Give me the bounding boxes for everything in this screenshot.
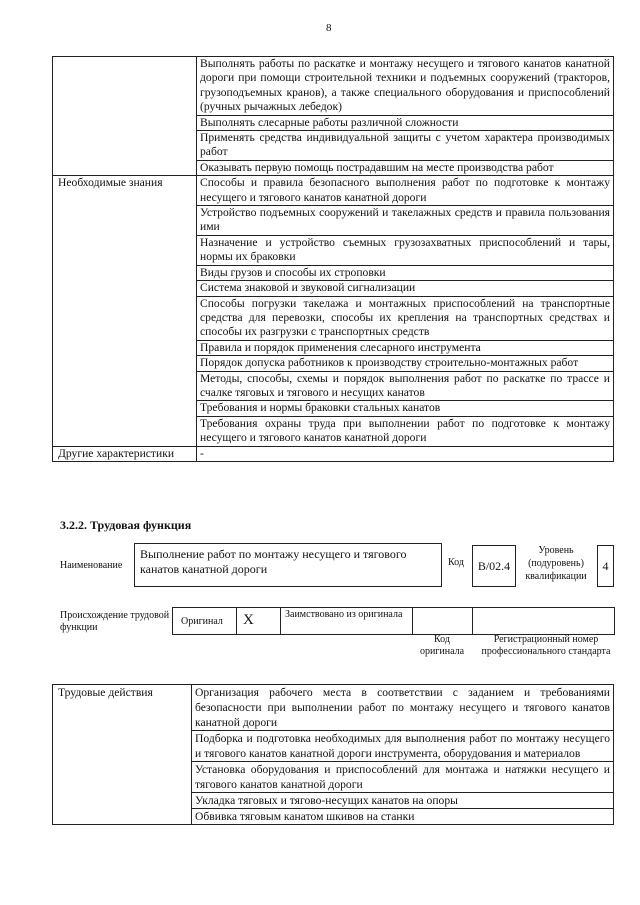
table-row <box>53 57 614 116</box>
knowledge-item: Порядок допуска работников к производству строительно-монтажных работ <box>197 356 614 371</box>
origin-code-cell <box>412 608 472 634</box>
knowledge-item: Система знаковой и звуковой сигнализации <box>197 281 614 296</box>
function-name-value: Выполнение работ по монтажу несущего и тягового канатов канатной дороги <box>134 543 442 587</box>
origin-original-cell <box>172 608 236 634</box>
skills-label-cell <box>53 57 197 176</box>
skill-item: Выполнять работы по раскатке и монтажу несущего и тягового канатов канатной дороги при помощи строительной техники и подъемных сооружений (тракторов, грузоподъемных кранов), а также специального оборудования и приспособлений (ручных рычажных лебедок) <box>197 57 614 116</box>
origin-borrowed-cell <box>280 608 412 634</box>
section-title: 3.2.2. Трудовая функция <box>60 518 192 532</box>
level-value: 4 <box>597 545 614 587</box>
code-value: В/02.4 <box>472 545 516 587</box>
table-row <box>53 685 614 731</box>
labor-action-item: Укладка тяговых и тягово-несущих канатов на опоры <box>192 793 614 809</box>
origin-reg-cell <box>472 608 615 634</box>
other-characteristics-label: Другие характеристики <box>53 446 197 461</box>
knowledge-item: Правила и порядок применения слесарного инструмента <box>197 340 614 355</box>
code-original-label: Код оригинала <box>419 634 465 657</box>
skill-item: Применять средства индивидуальной защиты с учетом характера производимых работ <box>197 131 614 161</box>
code-label: Код <box>448 557 464 568</box>
knowledge-item: Назначение и устройство съемных грузозахватных приспособлений и тары, нормы их браковки <box>197 235 614 265</box>
name-label: Наименование <box>60 560 123 571</box>
knowledge-item: Требования и нормы браковки стальных канатов <box>197 401 614 416</box>
table-row <box>53 176 614 206</box>
knowledge-item: Устройство подъемных сооружений и такелажных средств и правила пользования ими <box>197 206 614 236</box>
other-characteristics-value: - <box>197 446 614 461</box>
knowledge-item: Требования охраны труда при выполнении работ по подготовке к монтажу несущего и тягового канатов канатной дороги <box>197 416 614 446</box>
requirements-table <box>52 56 614 462</box>
skill-item: Выполнять слесарные работы различной сложности <box>197 115 614 130</box>
labor-action-item: Установка оборудования и приспособлений для монтажа и натяжки несущего и тягового канатов канатной дороги <box>192 762 614 793</box>
page-number: 8 <box>326 22 332 34</box>
knowledge-item: Способы и правила безопасного выполнения работ по подготовке к монтажу несущего и тягового канатов канатной дороги <box>197 176 614 206</box>
knowledge-label: Необходимые знания <box>53 176 197 446</box>
labor-action-item: Организация рабочего места в соответствии с заданием и требованиями безопасности при выполнении работ по монтажу несущего и тягового канатов канатной дороги <box>192 685 614 731</box>
reg-number-label: Регистрационный номер профессионального стандарта <box>481 634 611 657</box>
origin-row <box>172 607 615 635</box>
labor-action-item: Подборка и подготовка необходимых для выполнения работ по монтажу несущего и тягового канатов канатной дороги инструмента, оборудования и материалов <box>192 731 614 762</box>
labor-action-item: Обвивка тяговым канатом шкивов на станки <box>192 809 614 825</box>
table-row <box>53 446 614 461</box>
original-mark: X <box>243 612 254 628</box>
skill-item: Оказывать первую помощь пострадавшим на месте производства работ <box>197 160 614 175</box>
origin-mark-cell <box>236 608 280 634</box>
origin-label: Происхождение трудовой функции <box>60 610 170 633</box>
original-label: Оригинал <box>181 616 223 627</box>
knowledge-item: Способы погрузки такелажа и монтажных приспособлений на транспортные средства для перевозки, способы их крепления на транспортных средствах и способы их разгрузки с транспортных средств <box>197 296 614 340</box>
level-label: Уровень (подуровень) квалификации <box>525 545 587 582</box>
labor-actions-label: Трудовые действия <box>53 685 192 825</box>
knowledge-item: Виды грузов и способы их строповки <box>197 265 614 280</box>
labor-actions-table <box>52 684 614 825</box>
knowledge-item: Методы, способы, схемы и порядок выполнения работ по раскатке по трассе и счалке тяговых и тягового и несущих канатов <box>197 371 614 401</box>
borrowed-label: Заимствовано из оригинала <box>285 609 403 620</box>
